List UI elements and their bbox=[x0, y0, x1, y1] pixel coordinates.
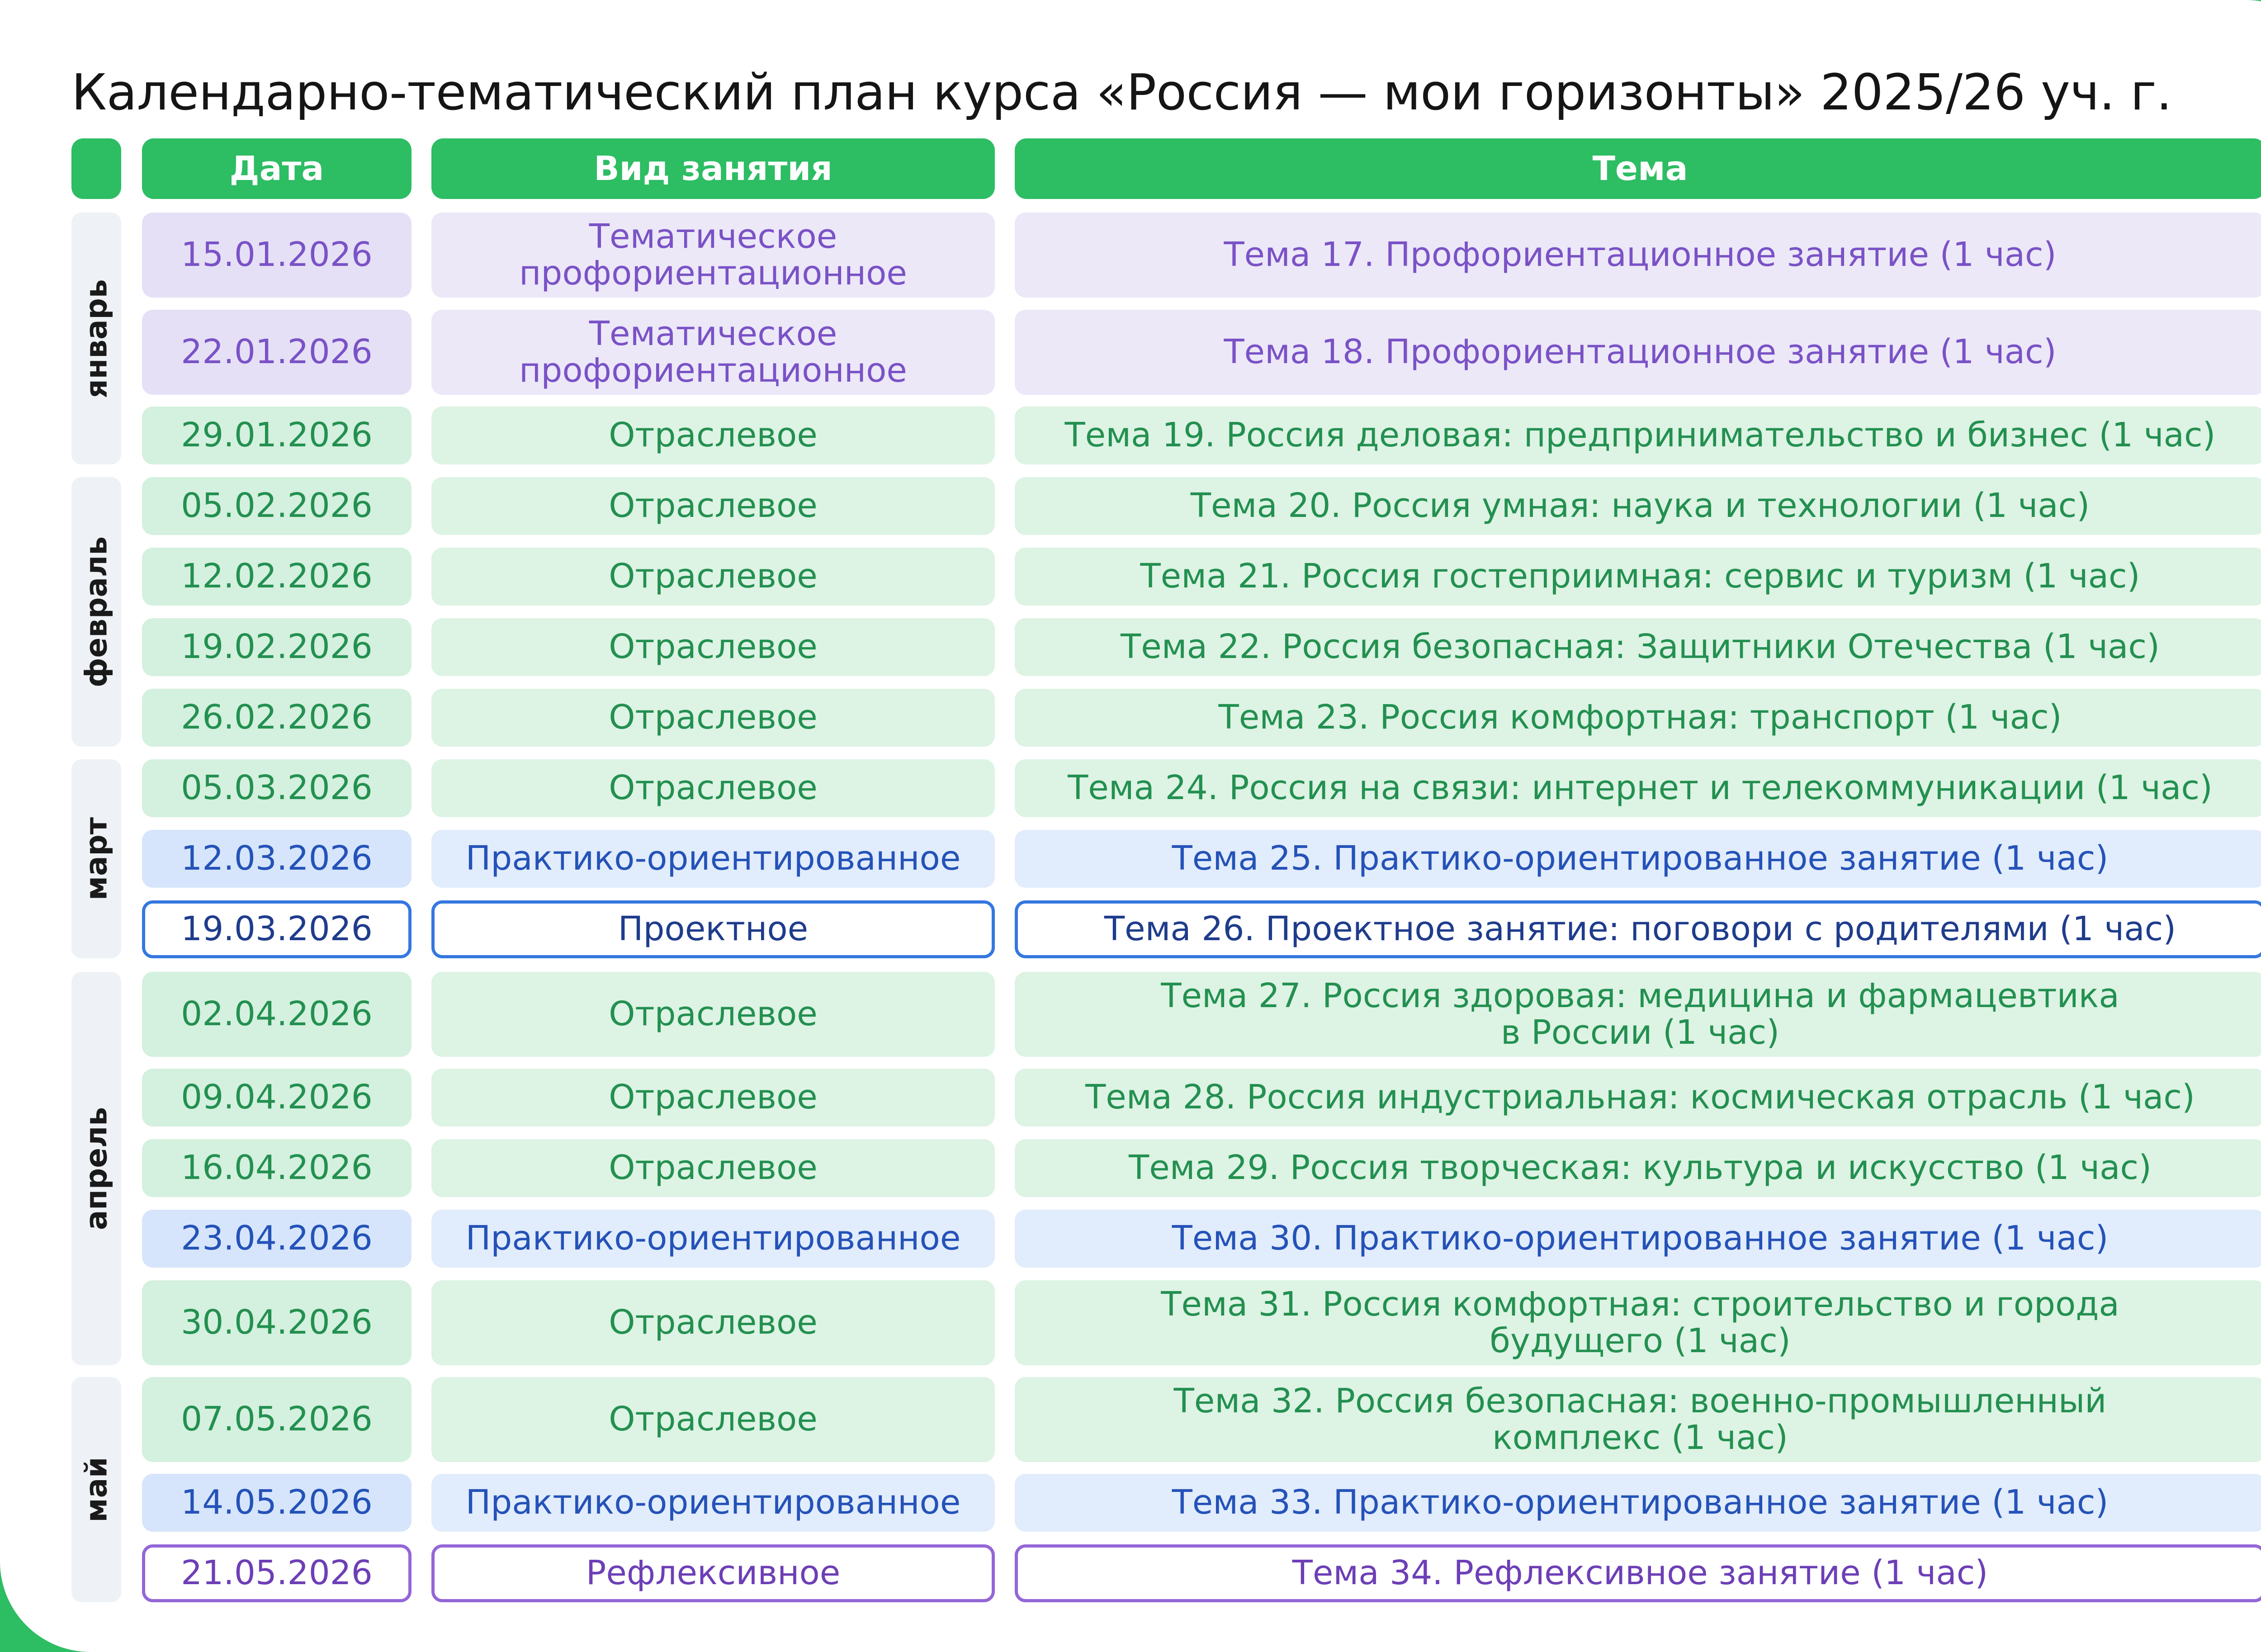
header-type: Вид занятия bbox=[431, 138, 995, 199]
lesson-type-cell: Отраслевое bbox=[431, 689, 995, 747]
topic-cell: Тема 26. Проектное занятие: поговори с родителями (1 час) bbox=[1015, 900, 2261, 958]
date-cell: 02.04.2026 bbox=[142, 972, 412, 1057]
month-name: март bbox=[79, 817, 114, 900]
month-label-4 bbox=[71, 972, 121, 1365]
lesson-type-cell: Тематическое профориентационное bbox=[431, 310, 995, 395]
topic-cell: Тема 27. Россия здоровая: медицина и фармацевтика в России (1 час) bbox=[1015, 972, 2261, 1057]
date-cell: 14.05.2026 bbox=[142, 1474, 412, 1532]
topic-cell: Тема 32. Россия безопасная: военно-промышленный комплекс (1 час) bbox=[1015, 1377, 2261, 1462]
date-cell: 05.02.2026 bbox=[142, 477, 412, 535]
date-cell: 16.04.2026 bbox=[142, 1139, 412, 1197]
topic-cell: Тема 29. Россия творческая: культура и искусство (1 час) bbox=[1015, 1139, 2261, 1197]
month-label-2 bbox=[71, 477, 121, 747]
lesson-type-cell: Проектное bbox=[431, 900, 995, 958]
topic-cell: Тема 30. Практико-ориентированное занятие (1 час) bbox=[1015, 1210, 2261, 1268]
topic-cell: Тема 18. Профориентационное занятие (1 час) bbox=[1015, 310, 2261, 395]
lesson-type-cell: Рефлексивное bbox=[431, 1544, 995, 1602]
topic-cell: Тема 24. Россия на связи: интернет и телекоммуникации (1 час) bbox=[1015, 759, 2261, 817]
lesson-type-cell: Отраслевое bbox=[431, 759, 995, 817]
date-cell: 07.05.2026 bbox=[142, 1377, 412, 1462]
topic-cell: Тема 23. Россия комфортная: транспорт (1 час) bbox=[1015, 689, 2261, 747]
header-date: Дата bbox=[142, 138, 412, 199]
lesson-type-cell: Практико-ориентированное bbox=[431, 830, 995, 888]
date-cell: 30.04.2026 bbox=[142, 1280, 412, 1365]
lesson-type-cell: Отраслевое bbox=[431, 477, 995, 535]
page-title: Календарно-тематический план курса «Россия — мои горизонты» 2025/26 уч. г. bbox=[71, 63, 2172, 121]
date-cell: 19.03.2026 bbox=[142, 900, 412, 958]
date-cell: 15.01.2026 bbox=[142, 213, 412, 298]
date-cell: 05.03.2026 bbox=[142, 759, 412, 817]
lesson-type-cell: Практико-ориентированное bbox=[431, 1210, 995, 1268]
header-spacer bbox=[71, 138, 121, 199]
month-name: январь bbox=[79, 279, 114, 398]
month-name: февраль bbox=[79, 536, 114, 687]
topic-cell: Тема 21. Россия гостеприимная: сервис и туризм (1 час) bbox=[1015, 548, 2261, 606]
date-cell: 29.01.2026 bbox=[142, 407, 412, 464]
month-label-3 bbox=[71, 759, 121, 958]
topic-cell: Тема 20. Россия умная: наука и технологии (1 час) bbox=[1015, 477, 2261, 535]
date-cell: 21.05.2026 bbox=[142, 1544, 412, 1602]
lesson-type-cell: Отраслевое bbox=[431, 1069, 995, 1127]
lesson-type-cell: Отраслевое bbox=[431, 407, 995, 464]
lesson-type-cell: Отраслевое bbox=[431, 1139, 995, 1197]
topic-cell: Тема 28. Россия индустриальная: космическая отрасль (1 час) bbox=[1015, 1069, 2261, 1127]
topic-cell: Тема 22. Россия безопасная: Защитники Отечества (1 час) bbox=[1015, 618, 2261, 676]
lesson-type-cell: Отраслевое bbox=[431, 1280, 995, 1365]
date-cell: 26.02.2026 bbox=[142, 689, 412, 747]
month-label-1 bbox=[71, 213, 121, 464]
month-label-5 bbox=[71, 1377, 121, 1602]
date-cell: 19.02.2026 bbox=[142, 618, 412, 676]
topic-cell: Тема 19. Россия деловая: предпринимательство и бизнес (1 час) bbox=[1015, 407, 2261, 464]
topic-cell: Тема 31. Россия комфортная: строительство и города будущего (1 час) bbox=[1015, 1280, 2261, 1365]
date-cell: 23.04.2026 bbox=[142, 1210, 412, 1268]
month-name: апрель bbox=[79, 1107, 114, 1231]
month-name: май bbox=[79, 1457, 114, 1523]
lesson-type-cell: Отраслевое bbox=[431, 972, 995, 1057]
topic-cell: Тема 34. Рефлексивное занятие (1 час) bbox=[1015, 1544, 2261, 1602]
topic-cell: Тема 25. Практико-ориентированное занятие (1 час) bbox=[1015, 830, 2261, 888]
date-cell: 12.02.2026 bbox=[142, 548, 412, 606]
lesson-type-cell: Тематическое профориентационное bbox=[431, 213, 995, 298]
topic-cell: Тема 17. Профориентационное занятие (1 час) bbox=[1015, 213, 2261, 298]
header-topic: Тема bbox=[1015, 138, 2261, 199]
lesson-type-cell: Отраслевое bbox=[431, 1377, 995, 1462]
lesson-type-cell: Практико-ориентированное bbox=[431, 1474, 995, 1532]
date-cell: 12.03.2026 bbox=[142, 830, 412, 888]
date-cell: 09.04.2026 bbox=[142, 1069, 412, 1127]
lesson-type-cell: Отраслевое bbox=[431, 618, 995, 676]
topic-cell: Тема 33. Практико-ориентированное занятие (1 час) bbox=[1015, 1474, 2261, 1532]
lesson-type-cell: Отраслевое bbox=[431, 548, 995, 606]
date-cell: 22.01.2026 bbox=[142, 310, 412, 395]
